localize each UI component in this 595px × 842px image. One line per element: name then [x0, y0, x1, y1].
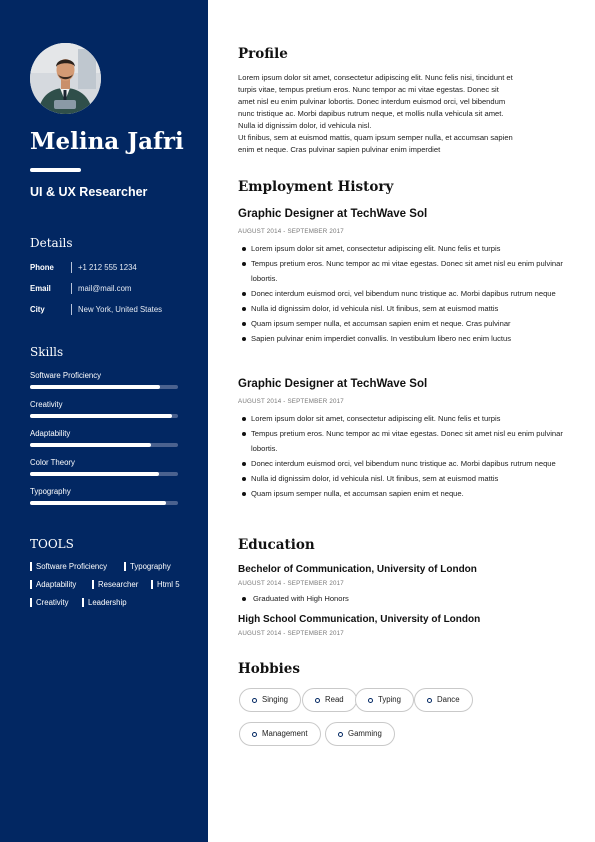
skill-bar-track — [30, 414, 178, 418]
skill-label: Color Theory — [30, 458, 75, 467]
detail-label: Phone — [30, 263, 54, 272]
skill-bar-track — [30, 385, 178, 389]
employment-heading: Employment History — [238, 179, 394, 195]
skill-item — [30, 429, 178, 439]
job-title: Graphic Designer at TechWave Sol — [238, 378, 428, 390]
tool-tag: Html 5 — [151, 580, 180, 589]
hobby-label: Dance — [437, 695, 460, 704]
hobby-label: Management — [262, 729, 308, 738]
hobby-chip — [355, 688, 414, 712]
tools-heading: TOOLS — [30, 537, 74, 551]
summary-line: Nulla id dignissim dolor, id vehicula nisl. — [238, 121, 372, 130]
job-dates: AUGUST 2014 - SEPTEMBER 2017 — [238, 398, 344, 405]
hobby-chip — [302, 688, 357, 712]
summary-line: Ut finibus, sem at euismod mattis, quam ipsum semper nulla, et accumsan sapien — [238, 133, 513, 142]
circle-icon — [368, 698, 373, 703]
summary-line: enim et neque. Cras pulvinar sapien pulvinar enim imperdiet — [238, 145, 441, 154]
skill-bar-track — [30, 501, 178, 505]
tool-tag: Researcher — [92, 580, 138, 589]
hobby-label: Read — [325, 695, 344, 704]
detail-value: New York, United States — [78, 305, 163, 314]
hobby-chip — [414, 688, 473, 712]
details-heading: Details — [30, 236, 73, 250]
education-dates: AUGUST 2014 - SEPTEMBER 2017 — [238, 580, 344, 587]
detail-city — [30, 305, 200, 317]
job-bullet: Donec interdum euismod orci, vel bibendum nunc tristique ac. Morbi dapibus rutrum neque — [238, 456, 568, 471]
detail-value: +1 212 555 1234 — [78, 263, 137, 272]
detail-email — [30, 284, 200, 296]
name-divider — [30, 168, 81, 172]
skill-label: Software Proficiency — [30, 371, 102, 380]
tool-tag: Software Proficiency — [30, 562, 107, 571]
sidebar — [0, 0, 208, 842]
skill-item — [30, 458, 178, 468]
skill-bar-fill — [30, 501, 166, 505]
circle-icon — [427, 698, 432, 703]
circle-icon — [338, 732, 343, 737]
summary-line: turpis vitae, tempus pretium eros. Nunc tempor ac mi vitae egestas. Donec sit — [238, 85, 499, 94]
detail-value: mail@mail.com — [78, 284, 132, 293]
job-bullet: Tempus pretium eros. Nunc tempor ac mi vitae egestas. Donec sit amet nisl eu enim pulvinar lobortis. — [238, 256, 568, 286]
summary-line: amet nisl eu enim pulvinar lobortis. Donec interdum euismod orci, vel bibendum — [238, 97, 506, 106]
job-bullet: Nulla id dignissim dolor, id vehicula nisl. Ut finibus, sem at euismod mattis — [238, 471, 568, 486]
avatar-photo — [30, 43, 101, 114]
skill-label: Typography — [30, 487, 71, 496]
education-title: Bechelor of Communication, University of London — [238, 564, 477, 575]
job-bullet: Donec interdum euismod orci, vel bibendum nunc tristique ac. Morbi dapibus rutrum neque — [238, 286, 568, 301]
skill-item — [30, 487, 178, 497]
profile-heading: Profile — [238, 46, 288, 62]
job-bullet: Sapien pulvinar enim imperdiet convallis. In vestibulum libero nec enim luctus — [238, 331, 568, 346]
job-bullet: Lorem ipsum dolor sit amet, consectetur adipiscing elit. Nunc felis et turpis — [238, 241, 568, 256]
job-bullets — [238, 241, 568, 346]
detail-phone — [30, 263, 200, 275]
hobby-chip — [239, 722, 321, 746]
skill-bar-fill — [30, 414, 172, 418]
hobby-label: Typing — [378, 695, 401, 704]
detail-separator — [71, 283, 72, 294]
job-bullets — [238, 411, 568, 501]
hobby-label: Singing — [262, 695, 289, 704]
skill-label: Adaptability — [30, 429, 71, 438]
skill-bar-fill — [30, 385, 160, 389]
avatar — [30, 43, 101, 114]
education-heading: Education — [238, 537, 315, 553]
skill-bar-fill — [30, 472, 159, 476]
education-notes — [238, 591, 568, 606]
profile-summary — [238, 72, 568, 156]
job-bullet: Quam ipsum semper nulla, et accumsan sapien enim et neque. — [238, 486, 568, 501]
tool-tag: Typography — [124, 562, 171, 571]
job-bullet: Tempus pretium eros. Nunc tempor ac mi vitae egestas. Donec sit amet nisl eu enim pulvinar lobortis. — [238, 426, 568, 456]
tool-tag: Leadership — [82, 598, 127, 607]
detail-separator — [71, 304, 72, 315]
skill-item — [30, 400, 178, 410]
hobby-chip — [239, 688, 301, 712]
detail-label: City — [30, 305, 45, 314]
candidate-name: Melina Jafri — [30, 128, 184, 155]
circle-icon — [252, 698, 257, 703]
circle-icon — [252, 732, 257, 737]
skills-heading: Skills — [30, 345, 64, 359]
education-title: High School Communication, University of London — [238, 614, 481, 625]
detail-separator — [71, 262, 72, 273]
skill-bar-track — [30, 443, 178, 447]
hobbies-heading: Hobbies — [238, 661, 300, 677]
job-bullet: Lorem ipsum dolor sit amet, consectetur adipiscing elit. Nunc felis et turpis — [238, 411, 568, 426]
job-bullet: Quam ipsum semper nulla, et accumsan sapien enim et neque. Cras pulvinar — [238, 316, 568, 331]
skill-label: Creativity — [30, 400, 63, 409]
hobby-chip — [325, 722, 395, 746]
skill-bar-track — [30, 472, 178, 476]
job-bullet: Nulla id dignissim dolor, id vehicula nisl. Ut finibus, sem at euismod mattis — [238, 301, 568, 316]
tool-tag: Adaptability — [30, 580, 76, 589]
skill-bar-fill — [30, 443, 151, 447]
tool-tag: Creativity — [30, 598, 69, 607]
summary-line: nunc tristique ac. Morbi dapibus rutrum neque, et mollis nulla vehicula sit amet. — [238, 109, 504, 118]
hobby-label: Gamming — [348, 729, 382, 738]
education-dates: AUGUST 2014 - SEPTEMBER 2017 — [238, 630, 344, 637]
detail-label: Email — [30, 284, 51, 293]
skill-item — [30, 371, 178, 381]
job-title: Graphic Designer at TechWave Sol — [238, 208, 428, 220]
summary-line: Lorem ipsum dolor sit amet, consectetur adipiscing elit. Nunc felis nisi, tincidunt et — [238, 73, 513, 82]
education-note: Graduated with High Honors — [238, 591, 568, 606]
candidate-role: UI & UX Researcher — [30, 185, 148, 199]
job-dates: AUGUST 2014 - SEPTEMBER 2017 — [238, 228, 344, 235]
circle-icon — [315, 698, 320, 703]
